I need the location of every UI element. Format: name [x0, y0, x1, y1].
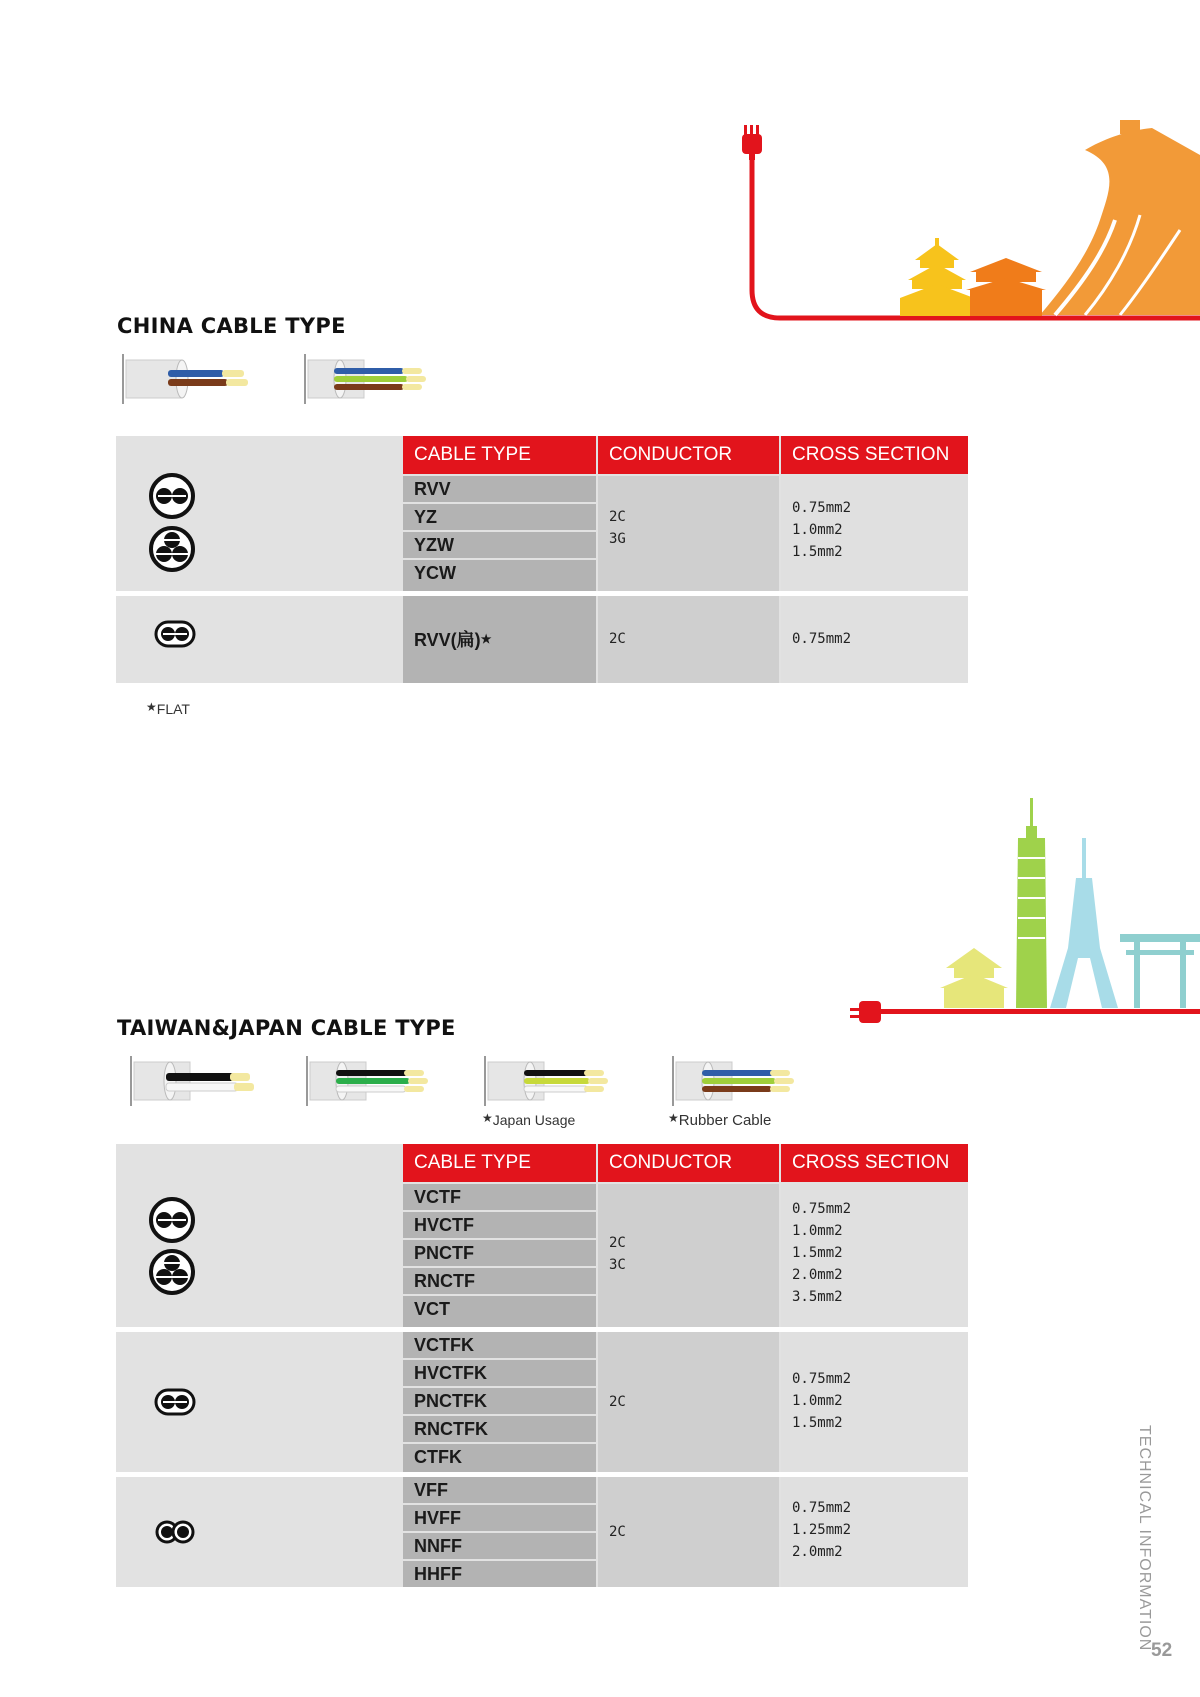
- taiwan-group-2: [116, 1332, 968, 1472]
- cross-section-value: 0.75mm2: [792, 1371, 852, 1387]
- cable-type-cell: PNCTFK: [403, 1388, 596, 1414]
- two-core-figure-eight-icon: [154, 1519, 196, 1545]
- memorial-hall-icon: [940, 948, 1008, 1008]
- cable-type-cell: HVCTF: [403, 1212, 596, 1238]
- star-icon: ★: [480, 632, 492, 646]
- japan-usage-note: [482, 1111, 575, 1128]
- cross-section-value: 0.75mm2: [792, 500, 852, 516]
- tokyo-tower-icon: [1050, 838, 1118, 1008]
- taiwan-japan-section-title: TAIWAN&JAPAN CABLE TYPE: [117, 1016, 456, 1040]
- star-icon: ★: [668, 1111, 679, 1125]
- plug-icon: [742, 125, 762, 160]
- cable-type-cell: VCT: [403, 1296, 596, 1327]
- cross-section-value: 0.75mm2: [792, 1201, 852, 1217]
- cable-2-core-image: [118, 350, 258, 408]
- cross-section-value: 0.75mm2: [792, 1500, 852, 1516]
- cable-type-cell: YCW: [403, 560, 596, 591]
- note-text: Rubber Cable: [678, 1112, 772, 1129]
- note-text: Japan Usage: [492, 1112, 576, 1128]
- rubber-cable-note: [668, 1111, 771, 1129]
- star-icon: ★: [146, 700, 157, 714]
- cross-section-value: 1.5mm2: [792, 1415, 843, 1431]
- china-group-2: [116, 596, 968, 683]
- cable-rubber-image: [668, 1052, 808, 1110]
- plug-icon: [850, 1001, 881, 1023]
- three-core-round-icon: [148, 1248, 196, 1296]
- cable-type-cell: HVCTFK: [403, 1360, 596, 1386]
- cross-section-cell: 0.75mm2: [781, 596, 968, 683]
- footnote-text: FLAT: [156, 701, 190, 717]
- china-cable-table: [116, 436, 968, 683]
- header-conductor: CONDUCTOR: [598, 1144, 779, 1182]
- flat-footnote: [146, 700, 190, 717]
- conductor-cell: [598, 1184, 779, 1327]
- cable-black-image: [126, 1052, 266, 1110]
- cable-type-cell: RVV: [403, 476, 596, 502]
- header-cable-type: CABLE TYPE: [403, 436, 596, 474]
- conductor-value: 2C: [609, 509, 626, 525]
- cross-section-value: 1.0mm2: [792, 1223, 843, 1239]
- cable-type-cell: HHFF: [403, 1561, 596, 1587]
- cross-section-value: 1.0mm2: [792, 522, 843, 538]
- torii-gate-icon: [1120, 934, 1200, 1008]
- china-section-title: CHINA CABLE TYPE: [117, 314, 346, 338]
- cross-section-value: 3.5mm2: [792, 1289, 843, 1305]
- cross-section-value: 1.5mm2: [792, 544, 843, 560]
- conductor-value: 3G: [609, 531, 626, 547]
- china-group-1: [116, 436, 968, 591]
- cable-type-cell: RNCTF: [403, 1268, 596, 1294]
- cross-section-cell: [781, 1332, 968, 1472]
- conductor-cell: 2C: [598, 1332, 779, 1472]
- cross-section-value: 2.0mm2: [792, 1267, 843, 1283]
- cable-type-cell: YZW: [403, 532, 596, 558]
- taiwan-japan-cable-table: [116, 1144, 968, 1587]
- cable-green-image: [302, 1052, 442, 1110]
- cable-type-cell: VCTFK: [403, 1332, 596, 1358]
- header-cross-section: CROSS SECTION: [781, 1144, 968, 1182]
- cross-section-cell: [781, 1184, 968, 1327]
- palace-icon: [966, 258, 1046, 316]
- page-number: 52: [1151, 1640, 1173, 1661]
- header-conductor: CONDUCTOR: [598, 436, 779, 474]
- taipei-101-icon: [1016, 798, 1047, 1008]
- cable-3-core-image: [300, 350, 440, 408]
- temple-of-heaven-icon: [900, 238, 974, 316]
- three-core-round-icon: [148, 525, 196, 573]
- cable-type-cell: RNCTFK: [403, 1416, 596, 1442]
- cable-type-cell: HVFF: [403, 1505, 596, 1531]
- cable-type-cell: [403, 596, 596, 683]
- flat-two-core-icon: [154, 1388, 196, 1416]
- cross-section-value: 2.0mm2: [792, 1544, 843, 1560]
- cable-type-cell: CTFK: [403, 1444, 596, 1472]
- conductor-cell: 2C: [598, 596, 779, 683]
- taiwan-group-3: [116, 1477, 968, 1587]
- conductor-cell: [598, 476, 779, 591]
- cross-section-value: 1.0mm2: [792, 1393, 843, 1409]
- cross-section-value: 1.25mm2: [792, 1522, 852, 1538]
- flat-two-core-icon: [154, 620, 196, 648]
- cable-type-cell: NNFF: [403, 1533, 596, 1559]
- cable-type-cell: PNCTF: [403, 1240, 596, 1266]
- cable-type-cell: YZ: [403, 504, 596, 530]
- taiwan-japan-skyline-illustration: [850, 798, 1200, 1028]
- conductor-value: 2C: [609, 1235, 626, 1251]
- star-icon: ★: [482, 1111, 493, 1125]
- china-skyline-illustration: [740, 120, 1200, 325]
- header-cross-section: CROSS SECTION: [781, 436, 968, 474]
- header-cable-type: CABLE TYPE: [403, 1144, 596, 1182]
- conductor-value: 3C: [609, 1257, 626, 1273]
- cable-type-cell: VCTF: [403, 1184, 596, 1210]
- cable-type-flat: RVV(扁): [414, 630, 481, 650]
- cable-japan-usage-image: [480, 1052, 620, 1110]
- cable-type-cell: VFF: [403, 1477, 596, 1503]
- sidebar-section-label: TECHNICAL INFORMATION: [1136, 1425, 1153, 1652]
- cross-section-cell: [781, 476, 968, 591]
- two-core-round-icon: [148, 472, 196, 520]
- conductor-cell: 2C: [598, 1477, 779, 1587]
- taiwan-group-1: [116, 1144, 968, 1327]
- cross-section-value: 1.5mm2: [792, 1245, 843, 1261]
- cross-section-cell: [781, 1477, 968, 1587]
- two-core-round-icon: [148, 1196, 196, 1244]
